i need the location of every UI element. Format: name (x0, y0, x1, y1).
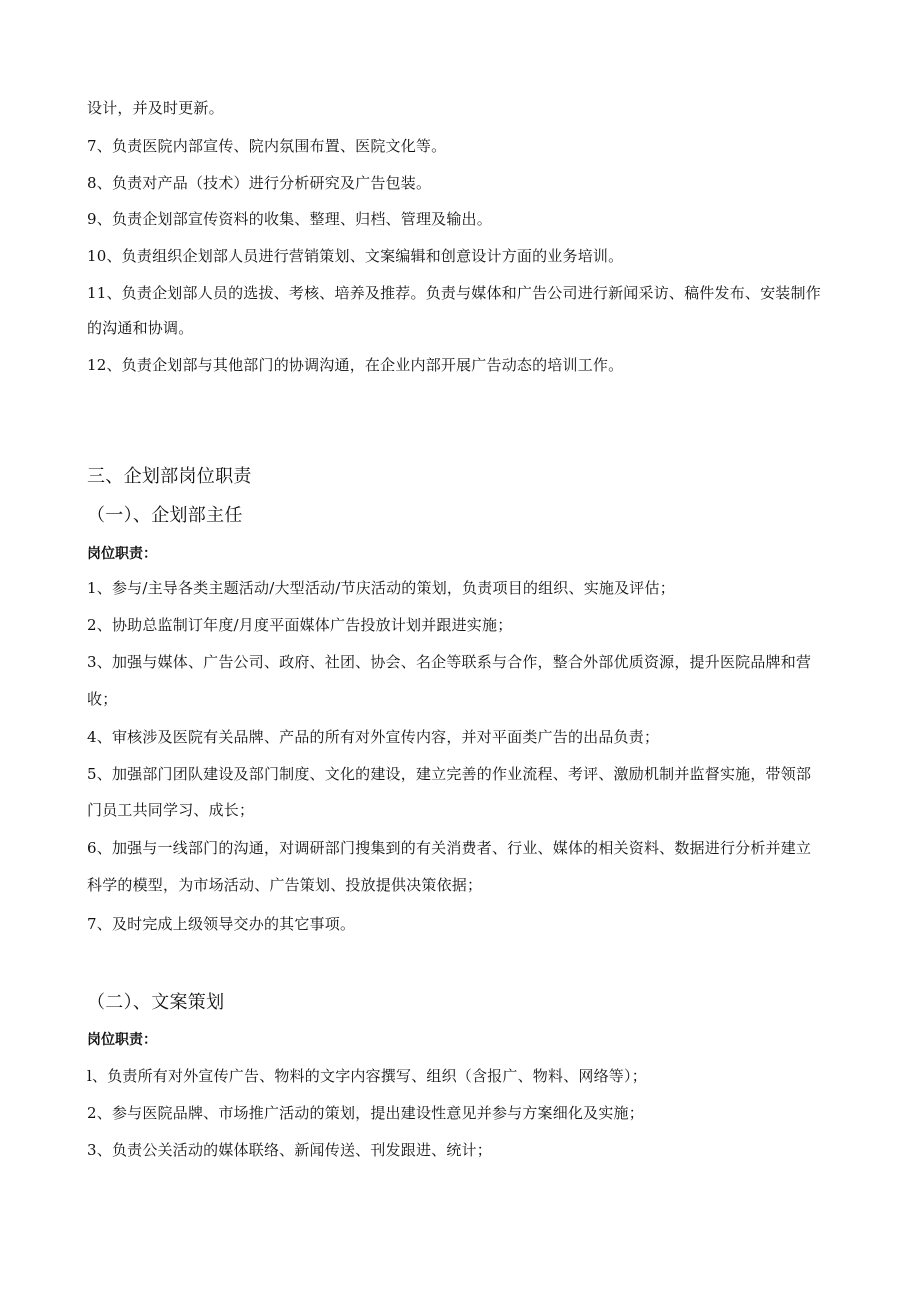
paragraph-line: 设计，并及时更新。 (87, 99, 224, 117)
duty-line: 3、负责公关活动的媒体联络、新闻传送、刊发跟进、统计； (87, 1141, 492, 1159)
duty-line: 7、及时完成上级领导交办的其它事项。 (87, 915, 356, 933)
paragraph-line: 9、负责企划部宣传资料的收集、整理、归档、管理及输出。 (87, 210, 492, 228)
duty-line: 6、加强与一线部门的沟通，对调研部门搜集到的有关消费者、行业、媒体的相关资料、数据进行分析并建立 (87, 839, 812, 857)
paragraph-line: 的沟通和协调。 (87, 319, 194, 337)
subsection-heading-director: （一）、企划部主任 (87, 505, 243, 526)
duty-line: 收； (87, 690, 118, 708)
paragraph-line: 10、负责组织企划部人员进行营销策划、文案编辑和创意设计方面的业务培训。 (87, 247, 624, 265)
duty-line: 1、参与/主导各类主题活动/大型活动/节庆活动的策划，负责项目的组织、实施及评估； (87, 579, 675, 597)
paragraph-line: 12、负责企划部与其他部门的协调沟通，在企业内部开展广告动态的培训工作。 (87, 356, 624, 374)
subsection-heading-copywriter: （二）、文案策划 (87, 992, 225, 1013)
paragraph-line: 8、负责对产品（技术）进行分析研究及广告包装。 (87, 174, 432, 192)
duty-line: 2、参与医院品牌、市场推广活动的策划，提出建设性意见并参与方案细化及实施； (87, 1104, 644, 1122)
duty-line: 4、审核涉及医院有关品牌、产品的所有对外宣传内容，并对平面类广告的出品负责； (87, 728, 660, 746)
duty-line: 2、协助总监制订年度/月度平面媒体广告投放计划并跟进实施； (87, 616, 513, 634)
duty-line: 5、加强部门团队建设及部门制度、文化的建设，建立完善的作业流程、考评、激励机制并监督实施，带领部 (87, 765, 812, 783)
duty-line: 门员工共同学习、成长； (87, 801, 255, 819)
duty-line: l、负责所有对外宣传广告、物料的文字内容撰写、组织（含报广、物料、网络等）； (87, 1067, 647, 1085)
duty-line: 科学的模型，为市场活动、广告策划、投放提供决策依据； (87, 876, 483, 894)
duties-label: 岗位职责： (87, 1032, 157, 1048)
section-heading: 三、企划部岗位职责 (87, 466, 252, 487)
duty-line: 3、加强与媒体、广告公司、政府、社团、协会、名企等联系与合作，整合外部优质资源，提升医院品牌和营 (87, 653, 812, 671)
paragraph-line: 11、负责企划部人员的选拔、考核、培养及推荐。负责与媒体和广告公司进行新闻采访、稿件发布、安装制作 (87, 284, 821, 302)
duties-label: 岗位职责： (87, 546, 157, 562)
paragraph-line: 7、负责医院内部宣传、院内氛围布置、医院文化等。 (87, 137, 447, 155)
